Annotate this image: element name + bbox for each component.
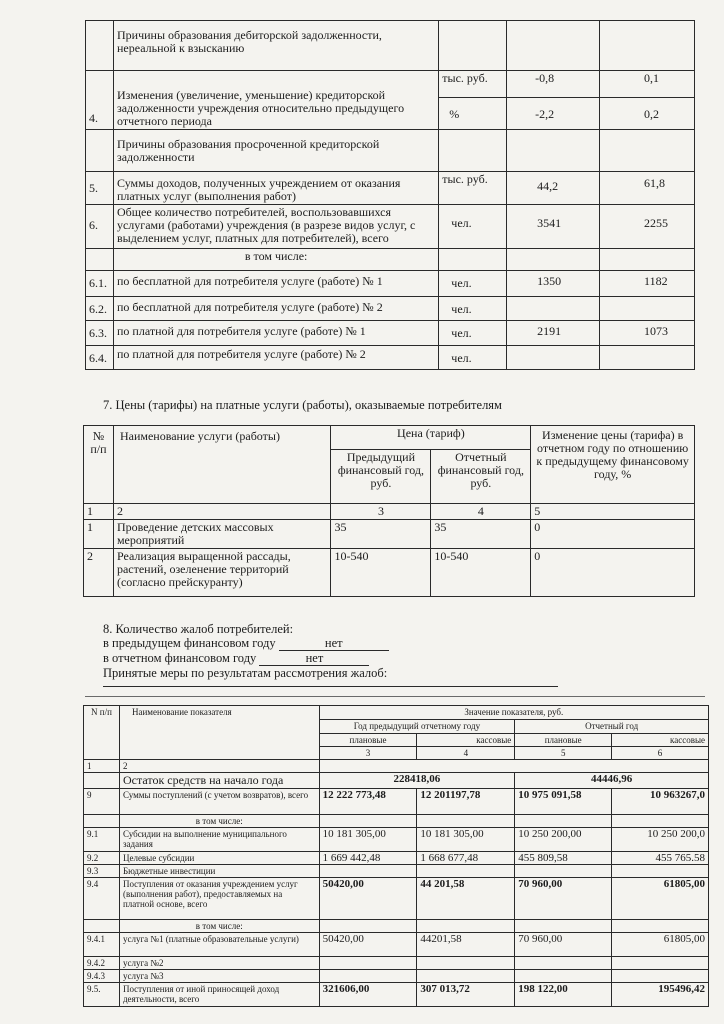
table-row xyxy=(84,852,709,865)
service-name: Проведение детских массовых мероприятий xyxy=(113,520,331,549)
row-desc: Причины образования дебиторской задолженности, нереальной к взысканию xyxy=(113,21,438,71)
balance-label: Остаток средств на начало года xyxy=(119,773,319,789)
unit-cell: % xyxy=(439,98,507,130)
prices-table xyxy=(83,425,695,597)
column-number: 4 xyxy=(417,747,515,760)
plan-prev: 10 181 305,00 xyxy=(319,828,417,852)
value-cell: 2255 xyxy=(600,205,695,249)
plan-prev: 12 222 773,48 xyxy=(319,789,417,815)
cash-prev: 12 201197,78 xyxy=(417,789,515,815)
column-number: 5 xyxy=(515,747,612,760)
row-number: 1 xyxy=(84,520,114,549)
value-cell: 3541 xyxy=(507,205,600,249)
cash-prev: 44 201,58 xyxy=(417,878,515,920)
cash-cur: 10 963267,0 xyxy=(612,789,709,815)
header-prev-year: Предыдущий финансовый год, руб. xyxy=(331,450,431,504)
row-number: 6.4. xyxy=(86,346,114,370)
column-number: 3 xyxy=(319,747,417,760)
value-cell: 61,8 xyxy=(600,172,695,205)
row-number: 9.4.2 xyxy=(84,957,120,970)
table-row xyxy=(86,346,695,370)
section-7-title: 7. Цены (тарифы) на платные услуги (работы), оказываемые потребителям xyxy=(103,398,502,412)
plan-cur: 70 960,00 xyxy=(515,878,612,920)
value-cell: 2191 xyxy=(507,321,600,346)
row-number: 9.1 xyxy=(84,828,120,852)
including-label: в том числе: xyxy=(119,815,319,828)
row-number: 4. xyxy=(86,71,114,130)
column-number: 4 xyxy=(431,504,531,520)
row-desc: по бесплатной для потребителя услуге (работе) № 2 xyxy=(113,297,438,321)
table-row xyxy=(84,549,695,597)
plan-cur: 70 960,00 xyxy=(515,933,612,957)
plan-cur: 10 975 091,58 xyxy=(515,789,612,815)
plan-cur: 10 250 200,00 xyxy=(515,828,612,852)
row-name: Бюджетные инвестиции xyxy=(119,865,319,878)
value-cell: 0,1 xyxy=(600,71,695,98)
table-row xyxy=(84,520,695,549)
row-number: 6.2. xyxy=(86,297,114,321)
row-number: 6.1. xyxy=(86,271,114,297)
header-cash: кассовые xyxy=(417,734,515,747)
price-change: 0 xyxy=(531,549,695,597)
cash-cur: 195496,42 xyxy=(612,983,709,1007)
table-row xyxy=(84,957,709,970)
table-row xyxy=(84,789,709,815)
prev-price: 10-540 xyxy=(331,549,431,597)
divider-line xyxy=(85,696,705,697)
row-name: Субсидии на выполнение муниципального задания xyxy=(119,828,319,852)
value-cell: 1350 xyxy=(507,271,600,297)
table-row xyxy=(86,130,695,172)
row-number: 9.4.1 xyxy=(84,933,120,957)
table-row xyxy=(84,828,709,852)
cash-cur: 61805,00 xyxy=(612,878,709,920)
plan-prev: 321606,00 xyxy=(319,983,417,1007)
plan-cur: 198 122,00 xyxy=(515,983,612,1007)
cur-price: 35 xyxy=(431,520,531,549)
table-row xyxy=(84,933,709,957)
section-8-title: 8. Количество жалоб потребителей: xyxy=(103,622,294,636)
table-row xyxy=(86,271,695,297)
column-number: 2 xyxy=(119,760,319,773)
unit-cell: чел. xyxy=(439,321,507,346)
table-row xyxy=(84,970,709,983)
row-name: услуга №3 xyxy=(119,970,319,983)
table-row xyxy=(84,773,709,789)
complaints-block xyxy=(103,622,389,680)
row-name: Целевые субсидии xyxy=(119,852,319,865)
value-cell: -0,8 xyxy=(507,71,600,98)
column-number: 1 xyxy=(84,504,114,520)
balance-cur: 44446,96 xyxy=(515,773,709,789)
column-number: 3 xyxy=(331,504,431,520)
header-value: Значение показателя, руб. xyxy=(319,706,708,720)
row-name: Поступления от оказания учреждением услуг (выполнения работ), предоставляемых на платной основе, всего xyxy=(119,878,319,920)
column-number: 2 xyxy=(113,504,331,520)
unit-cell: чел. xyxy=(439,205,507,249)
row-desc: Суммы доходов, полученных учреждением от оказания платных услуг (выполнения работ) xyxy=(113,172,438,205)
table-row xyxy=(86,297,695,321)
row-desc: Причины образования просроченной кредиторской задолженности xyxy=(113,130,438,172)
header-change: Изменение цены (тарифа) в отчетном году по отношению к предыдущему финансовому году, % xyxy=(531,426,695,504)
plan-prev: 1 669 442,48 xyxy=(319,852,417,865)
cash-prev: 307 013,72 xyxy=(417,983,515,1007)
plan-cur: 455 809,58 xyxy=(515,852,612,865)
cur-year-label: в отчетном финансовом году xyxy=(103,651,257,665)
row-name: Поступления от иной приносящей доход деятельности, всего xyxy=(119,983,319,1007)
header-price: Цена (тариф) xyxy=(331,426,531,450)
row-name: услуга №2 xyxy=(119,957,319,970)
table-row xyxy=(86,249,695,271)
header-num: N п/п xyxy=(84,706,120,760)
value-cell: 1182 xyxy=(600,271,695,297)
table-row xyxy=(84,760,709,773)
indicators-table xyxy=(85,20,695,370)
row-number: 6.3. xyxy=(86,321,114,346)
unit-cell: чел. xyxy=(439,346,507,370)
prev-year-label: в предыдущем финансовом году xyxy=(103,636,276,650)
cash-cur: 61805,00 xyxy=(612,933,709,957)
column-number: 1 xyxy=(84,760,120,773)
row-desc: Изменения (увеличение, уменьшение) кредиторской задолженности учреждения относительно предыдущего отчетного периода xyxy=(113,71,438,130)
value-cell: -2,2 xyxy=(507,98,600,130)
row-desc: по платной для потребителя услуге (работе) № 1 xyxy=(113,321,438,346)
table-row xyxy=(86,21,695,71)
cash-cur: 455 765.58 xyxy=(612,852,709,865)
including-label: в том числе: xyxy=(119,920,319,933)
prev-year-complaints: нет xyxy=(279,636,389,651)
header-prev-year: Год предыдущий отчетному году xyxy=(319,720,515,734)
balance-prev: 228418,06 xyxy=(319,773,515,789)
finance-table xyxy=(83,705,709,1007)
unit-cell: чел. xyxy=(439,271,507,297)
row-number: 9.4.3 xyxy=(84,970,120,983)
cur-year-complaints: нет xyxy=(259,651,369,666)
header-plan: плановые xyxy=(319,734,417,747)
cash-prev: 44201,58 xyxy=(417,933,515,957)
table-row xyxy=(86,71,695,98)
plan-prev: 50420,00 xyxy=(319,933,417,957)
cur-price: 10-540 xyxy=(431,549,531,597)
unit-cell: тыс. руб. xyxy=(439,172,507,205)
table-row xyxy=(86,205,695,249)
value-cell: 0,2 xyxy=(600,98,695,130)
row-desc: Общее количество потребителей, воспользовавшихся услугами (работами) учреждения (в разрезе видов услуг, с выделением услуг, платных для потребителей), всего xyxy=(113,205,438,249)
value-cell: 1073 xyxy=(600,321,695,346)
table-row xyxy=(84,426,695,450)
row-desc: по платной для потребителя услуге (работе) № 2 xyxy=(113,346,438,370)
table-row xyxy=(84,865,709,878)
row-number: 9.4 xyxy=(84,878,120,920)
column-number: 6 xyxy=(612,747,709,760)
cash-prev: 1 668 677,48 xyxy=(417,852,515,865)
cash-cur: 10 250 200,0 xyxy=(612,828,709,852)
header-plan: плановые xyxy=(515,734,612,747)
service-name: Реализация выращенной рассады, растений, озеленение территорий (согласно прейскуранту) xyxy=(113,549,331,597)
row-number: 9.2 xyxy=(84,852,120,865)
header-num: № п/п xyxy=(84,426,114,504)
row-number: 5. xyxy=(86,172,114,205)
table-row xyxy=(86,172,695,205)
prev-price: 35 xyxy=(331,520,431,549)
plan-prev: 50420,00 xyxy=(319,878,417,920)
header-cash: кассовые xyxy=(612,734,709,747)
column-number: 5 xyxy=(531,504,695,520)
value-cell: 44,2 xyxy=(507,172,600,205)
unit-cell: чел. xyxy=(439,297,507,321)
table-row xyxy=(84,920,709,933)
header-name: Наименование услуги (работы) xyxy=(113,426,331,504)
table-row xyxy=(84,504,695,520)
row-number: 6. xyxy=(86,205,114,249)
row-number: 9.3 xyxy=(84,865,120,878)
header-cur-year: Отчетный год xyxy=(515,720,709,734)
row-number: 9.5. xyxy=(84,983,120,1007)
row-number: 9 xyxy=(84,789,120,815)
table-row xyxy=(84,815,709,828)
unit-cell: тыс. руб. xyxy=(439,71,507,98)
header-cur-year: Отчетный финансовый год, руб. xyxy=(431,450,531,504)
including-label: в том числе: xyxy=(113,249,438,271)
table-row xyxy=(84,706,709,720)
row-name: услуга №1 (платные образовательные услуги) xyxy=(119,933,319,957)
table-row xyxy=(84,983,709,1007)
divider-line xyxy=(103,686,558,687)
table-row xyxy=(86,321,695,346)
row-desc: по бесплатной для потребителя услуге (работе) № 1 xyxy=(113,271,438,297)
price-change: 0 xyxy=(531,520,695,549)
row-name: Суммы поступлений (с учетом возвратов), всего xyxy=(119,789,319,815)
table-row xyxy=(84,878,709,920)
measures-label: Принятые меры по результатам рассмотрения жалоб: xyxy=(103,666,388,680)
row-number: 2 xyxy=(84,549,114,597)
header-name: Наименование показателя xyxy=(119,706,319,760)
cash-prev: 10 181 305,00 xyxy=(417,828,515,852)
